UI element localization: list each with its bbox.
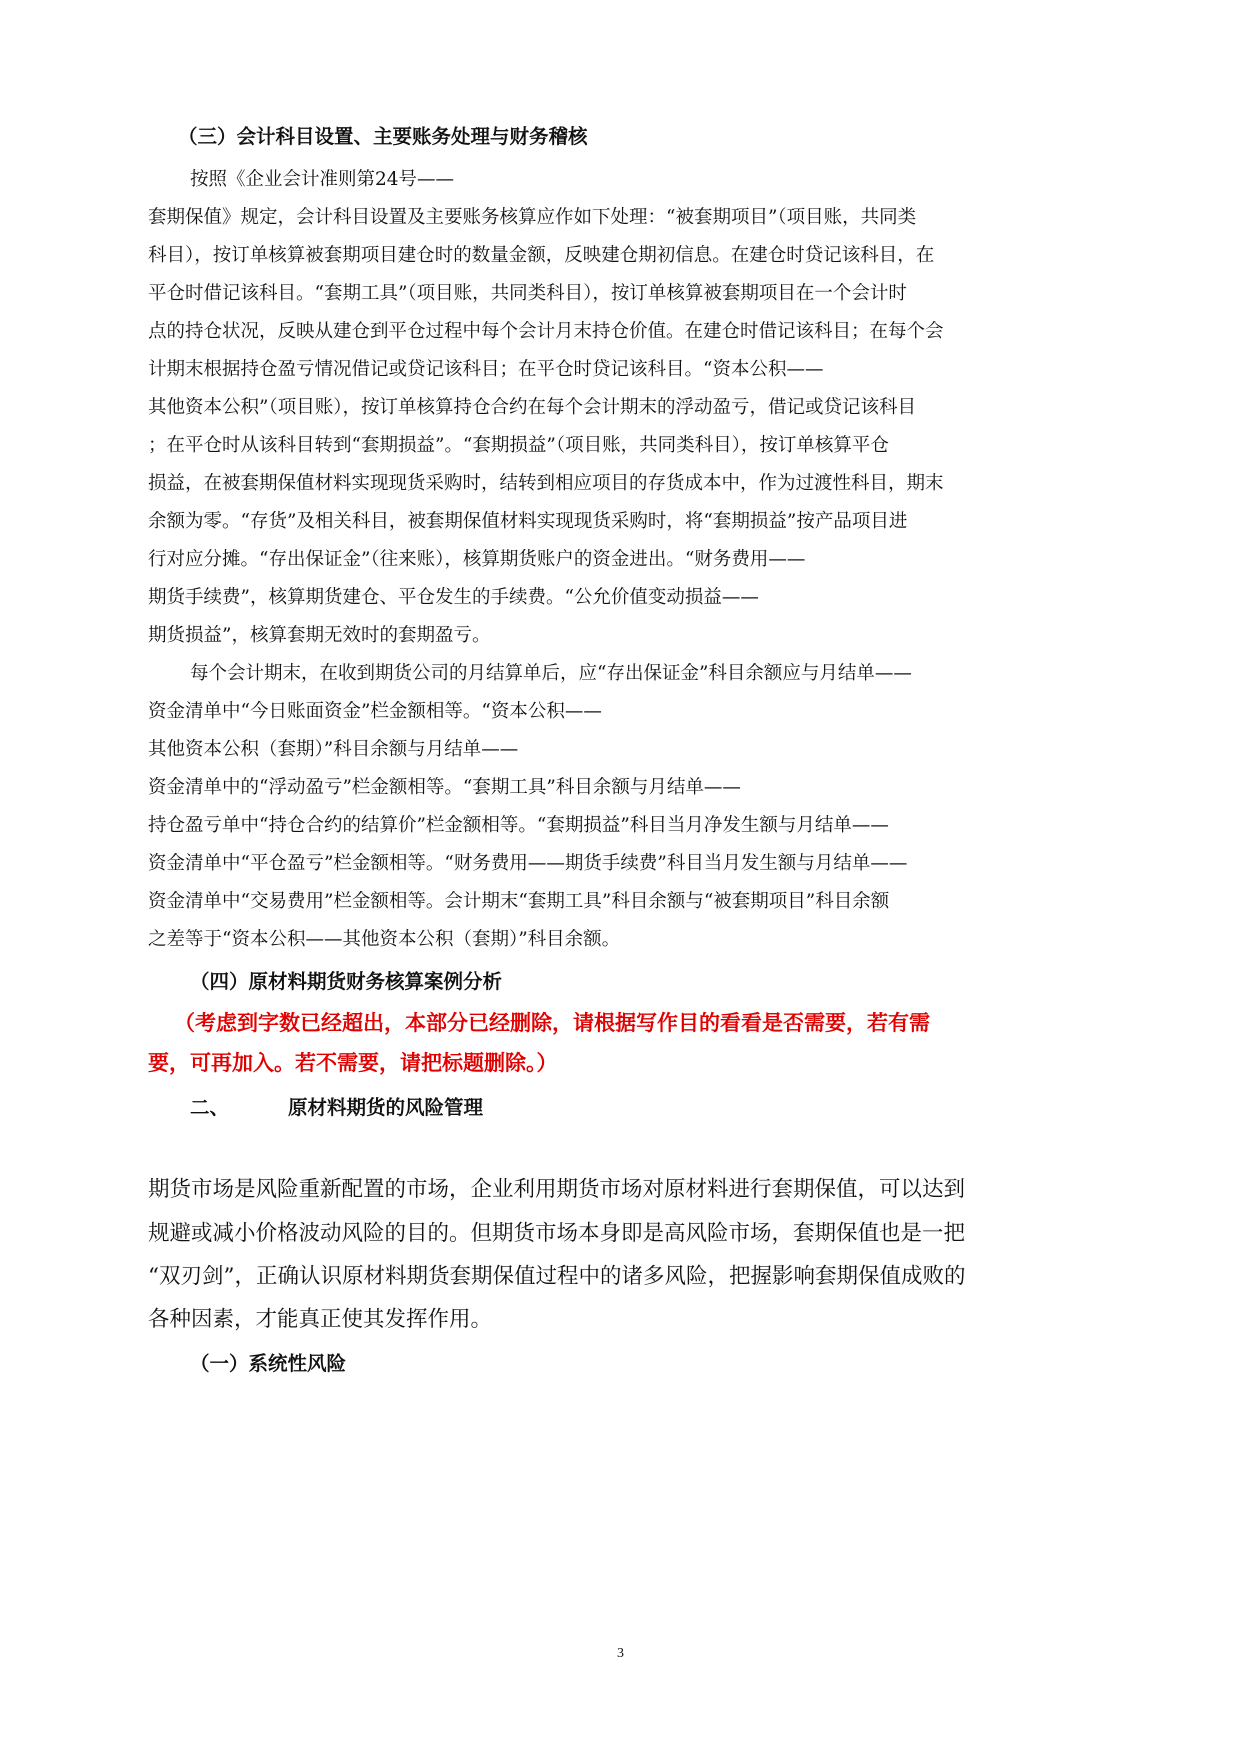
page-number: 3 bbox=[617, 1646, 624, 1661]
section-3-line-6: 计期末根据持仓盈亏情况借记或贷记该科目；在平仓时贷记该科目。“资本公积—— bbox=[148, 359, 824, 380]
section-1-heading: （一）系统性风险 bbox=[190, 1352, 347, 1375]
section-3-line-2: 套期保值》规定，会计科目设置及主要账务核算应作如下处理：“被套期项目”（项目账，共同类 bbox=[148, 207, 917, 228]
chapter-2-line-4: 各种因素，才能真正使其发挥作用。 bbox=[148, 1307, 493, 1332]
section-3-line-16: 其他资本公积（套期）”科目余额与月结单—— bbox=[148, 739, 519, 760]
section-3-line-4: 平仓时借记该科目。“套期工具”（项目账，共同类科目），按订单核算被套期项目在一个会计时 bbox=[148, 283, 907, 304]
section-3-heading: （三）会计科目设置、主要账务处理与财务稽核 bbox=[178, 125, 588, 148]
chapter-2-line-1: 期货市场是风险重新配置的市场，企业利用期货市场对原材料进行套期保值，可以达到 bbox=[148, 1177, 966, 1202]
section-3-line-14: 每个会计期末，在收到期货公司的月结算单后，应“存出保证金”科目余额应与月结单—— bbox=[190, 663, 912, 684]
chapter-2-line-2: 规避或减小价格波动风险的目的。但期货市场本身即是高风险市场，套期保值也是一把 bbox=[148, 1221, 966, 1246]
section-3-line-19: 资金清单中“平仓盈亏”栏金额相等。“财务费用——期货手续费”科目当月发生额与月结单—— bbox=[148, 853, 908, 874]
section-4-heading: （四）原材料期货财务核算案例分析 bbox=[190, 970, 503, 993]
deleted-note-line-2: 要，可再加入。若不需要，请把标题删除。） bbox=[148, 1051, 558, 1075]
section-3-line-7: 其他资本公积”（项目账），按订单核算持仓合约在每个会计期末的浮动盈亏，借记或贷记该科目 bbox=[148, 397, 916, 418]
section-3-line-9: 损益，在被套期保值材料实现现货采购时，结转到相应项目的存货成本中，作为过渡性科目，期末 bbox=[148, 473, 944, 494]
deleted-note-line-1: （考虑到字数已经超出，本部分已经删除，请根据写作目的看看是否需要，若有需 bbox=[174, 1011, 930, 1035]
section-3-line-18: 持仓盈亏单中“持仓合约的结算价”栏金额相等。“套期损益”科目当月净发生额与月结单—— bbox=[148, 815, 889, 836]
section-3-line-5: 点的持仓状况，反映从建仓到平仓过程中每个会计月末持仓价值。在建仓时借记该科目；在每个会 bbox=[148, 321, 944, 342]
section-3-line-13: 期货损益”，核算套期无效时的套期盈亏。 bbox=[148, 625, 491, 646]
section-3-line-11: 行对应分摊。“存出保证金”（往来账），核算期货账户的资金进出。“财务费用—— bbox=[148, 549, 806, 570]
section-3-line-1: 按照《企业会计准则第24号—— bbox=[190, 169, 455, 190]
chapter-2-number: 二、 bbox=[190, 1096, 230, 1119]
section-3-line-20: 资金清单中“交易费用”栏金额相等。会计期末“套期工具”科目余额与“被套期项目”科目余额 bbox=[148, 891, 890, 912]
chapter-2-title: 原材料期货的风险管理 bbox=[288, 1096, 484, 1119]
section-3-line-21: 之差等于“资本公积——其他资本公积（套期）”科目余额。 bbox=[148, 929, 621, 950]
section-3-line-10: 余额为零。“存货”及相关科目，被套期保值材料实现现货采购时，将“套期损益”按产品项目进 bbox=[148, 511, 908, 532]
chapter-2-line-3: “双刃剑”，正确认识原材料期货套期保值过程中的诸多风险，把握影响套期保值成败的 bbox=[148, 1264, 966, 1289]
section-3-line-3: 科目），按订单核算被套期项目建仓时的数量金额，反映建仓期初信息。在建仓时贷记该科目，在 bbox=[148, 245, 935, 266]
section-3-line-15: 资金清单中“今日账面资金”栏金额相等。“资本公积—— bbox=[148, 701, 602, 722]
section-3-line-12: 期货手续费”，核算期货建仓、平仓发生的手续费。“公允价值变动损益—— bbox=[148, 587, 759, 608]
section-3-line-17: 资金清单中的“浮动盈亏”栏金额相等。“套期工具”科目余额与月结单—— bbox=[148, 777, 741, 798]
section-3-line-8: ；在平仓时从该科目转到“套期损益”。“套期损益”（项目账，共同类科目），按订单核算平仓 bbox=[148, 435, 889, 456]
